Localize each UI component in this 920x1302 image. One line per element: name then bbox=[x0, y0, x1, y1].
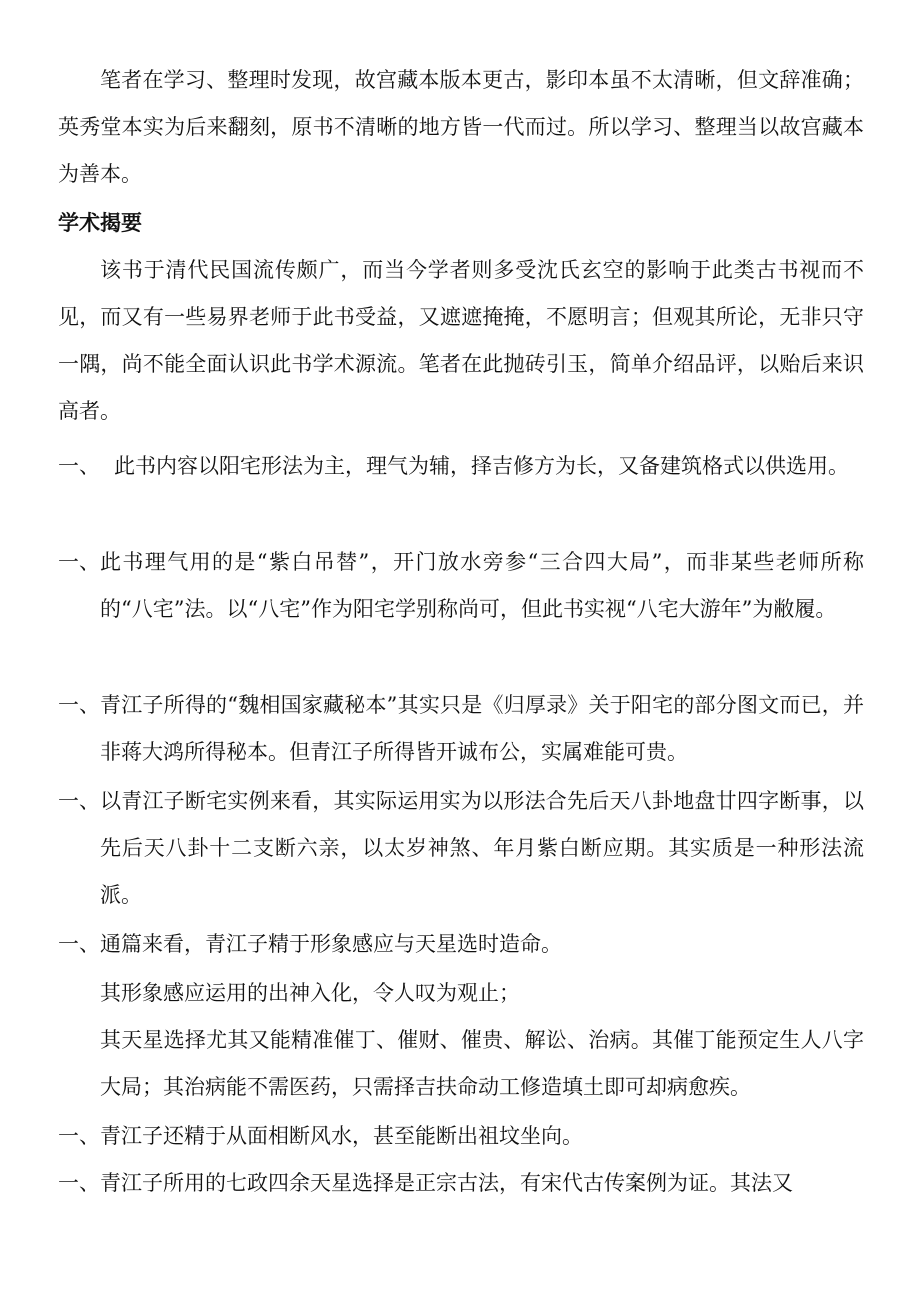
list-item-text: 青江子所用的七政四余天星选择是正宗古法，有宋代古传案例为证。其法又 bbox=[100, 1171, 793, 1195]
sub-paragraph: 其天星选择尤其又能精准催丁、催财、催贵、解讼、治病。其催丁能预定生人八字大局；其治病能不需医药，只需择吉扶命动工修造填土即可却病愈疾。 bbox=[100, 1028, 864, 1099]
intro-paragraph: 笔者在学习、整理时发现，故宫藏本版本更古，影印本虽不太清晰，但文辞准确；英秀堂本实为后来翻刻，原书不清晰的地方皆一代而过。所以学习、整理当以故宫藏本为善本。 bbox=[58, 68, 864, 186]
section-heading: 学术揭要 bbox=[58, 211, 142, 235]
sub-paragraph: 其形象感应运用的出神入化，令人叹为观止； bbox=[100, 981, 520, 1005]
list-item bbox=[58, 921, 864, 968]
list-item bbox=[58, 1113, 864, 1160]
list-item-text: 此书理气用的是“紫白吊替”，开门放水旁参“三合四大局”，而非某些老师所称的“八宅”法。以“八宅”作为阳宅学别称尚可，但此书实视“八宅大游年”为敝履。 bbox=[100, 550, 864, 621]
list-item bbox=[58, 539, 864, 633]
list-marker: 一、 bbox=[58, 550, 100, 574]
list-marker: 一、 bbox=[58, 932, 100, 956]
list-marker: 一、 bbox=[58, 454, 100, 478]
list-item-text: 青江子还精于从面相断风水，甚至能断出祖坟坐向。 bbox=[100, 1124, 583, 1148]
list-item-text: 此书内容以阳宅形法为主，理气为辅，择吉修方为长，又备建筑格式以供选用。 bbox=[114, 454, 849, 478]
list-item-text: 青江子所得的“魏相国家藏秘本”其实只是《归厚录》关于阳宅的部分图文而已，并非蒋大鸿所得秘本。但青江子所得皆开诚布公，实属难能可贵。 bbox=[100, 693, 864, 764]
list-item bbox=[58, 682, 864, 776]
section-paragraph: 该书于清代民国流传颇广，而当今学者则多受沈氏玄空的影响于此类古书视而不见，而又有一些易界老师于此书受益，又遮遮掩掩，不愿明言；但观其所论，无非只守一隅，尚不能全面认识此书学术源流。笔者在此抛砖引玉，简单介绍品评，以贻后来识高者。 bbox=[58, 258, 864, 423]
list-marker: 一、 bbox=[58, 1124, 100, 1148]
list-marker: 一、 bbox=[58, 1171, 100, 1195]
list-item bbox=[58, 1160, 864, 1207]
list-item bbox=[58, 443, 864, 490]
list-item-text: 以青江子断宅实例来看，其实际运用实为以形法合先后天八卦地盘廿四字断事，以先后天八卦十二支断六亲，以太岁神煞、年月紫白断应期。其实质是一种形法流派。 bbox=[100, 789, 864, 907]
list-item-text: 通篇来看，青江子精于形象感应与天星选时造命。 bbox=[100, 932, 562, 956]
list-marker: 一、 bbox=[58, 789, 100, 813]
list-item bbox=[58, 778, 864, 919]
list-marker: 一、 bbox=[58, 693, 100, 717]
